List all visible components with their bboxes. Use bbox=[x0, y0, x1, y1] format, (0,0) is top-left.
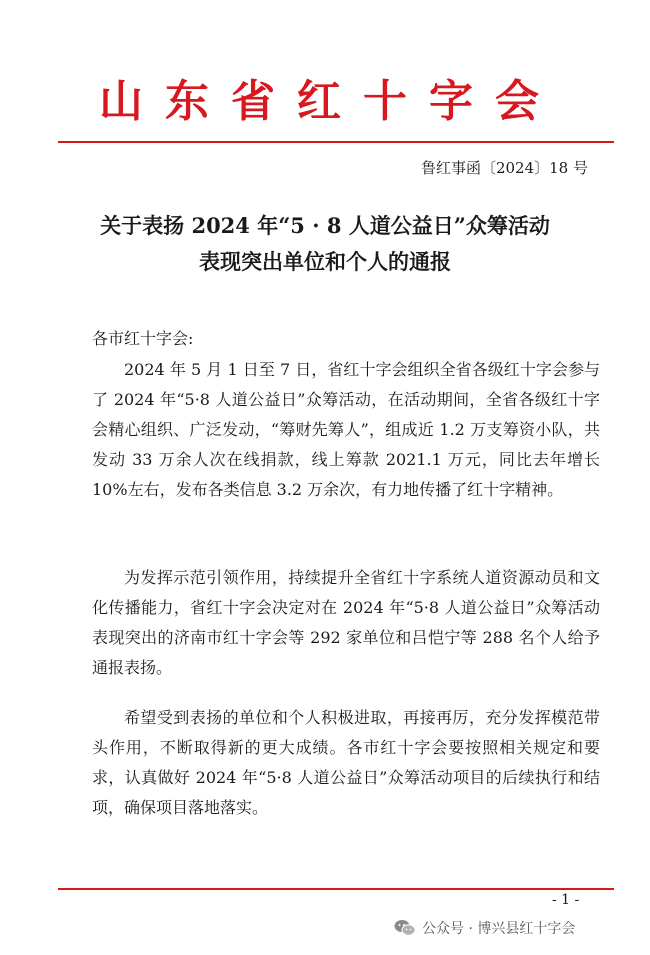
watermark-text: 公众号 · 博兴县红十字会 bbox=[422, 921, 576, 937]
document-number: 鲁红事函〔2024〕18 号 bbox=[420, 159, 588, 177]
footer-divider bbox=[58, 888, 614, 890]
salutation: 各市红十字会: bbox=[92, 329, 194, 348]
body-paragraph-1: 2024 年 5 月 1 日至 7 日，省红十字会组织全省各级红十字会参与了 2024 年“5·8 人道公益日”众筹活动，在活动期间，全省各级红十字会精心组织、广泛发动，“筹财先筹人”，组成近 1.2 万支筹资小队，共发动 33 万余人次在线捐款，线上筹款 2021.1 万元，同比去年增长 10%左右，发布各类信息 3.2 万余次，有力地传播了红十字精神。 bbox=[92, 360, 600, 499]
watermark bbox=[394, 914, 639, 942]
wechat-icon bbox=[394, 919, 416, 937]
page-number: - 1 - bbox=[552, 892, 580, 908]
org-header-title: 山东省红十字会 bbox=[99, 76, 561, 127]
document-title-line-2: 表现突出单位和个人的通报 bbox=[199, 249, 451, 274]
body-paragraph-3: 希望受到表扬的单位和个人积极进取，再接再厉，充分发挥模范带头作用，不断取得新的更大成绩。各市红十字会要按照相关规定和要求，认真做好 2024 年“5·8 人道公益日”众筹活动项目的后续执行和结项，确保项目落地落实。 bbox=[92, 708, 600, 817]
document-title-line-1: 关于表扬 2024 年“5 · 8 人道公益日”众筹活动 bbox=[100, 213, 550, 238]
header-divider bbox=[58, 141, 614, 143]
body-paragraph-2: 为发挥示范引领作用，持续提升全省红十字系统人道资源动员和文化传播能力，省红十字会决定对在 2024 年“5·8 人道公益日”众筹活动表现突出的济南市红十字会等 292 家单位和吕恺宁等 288 名个人给予通报表扬。 bbox=[92, 568, 600, 677]
